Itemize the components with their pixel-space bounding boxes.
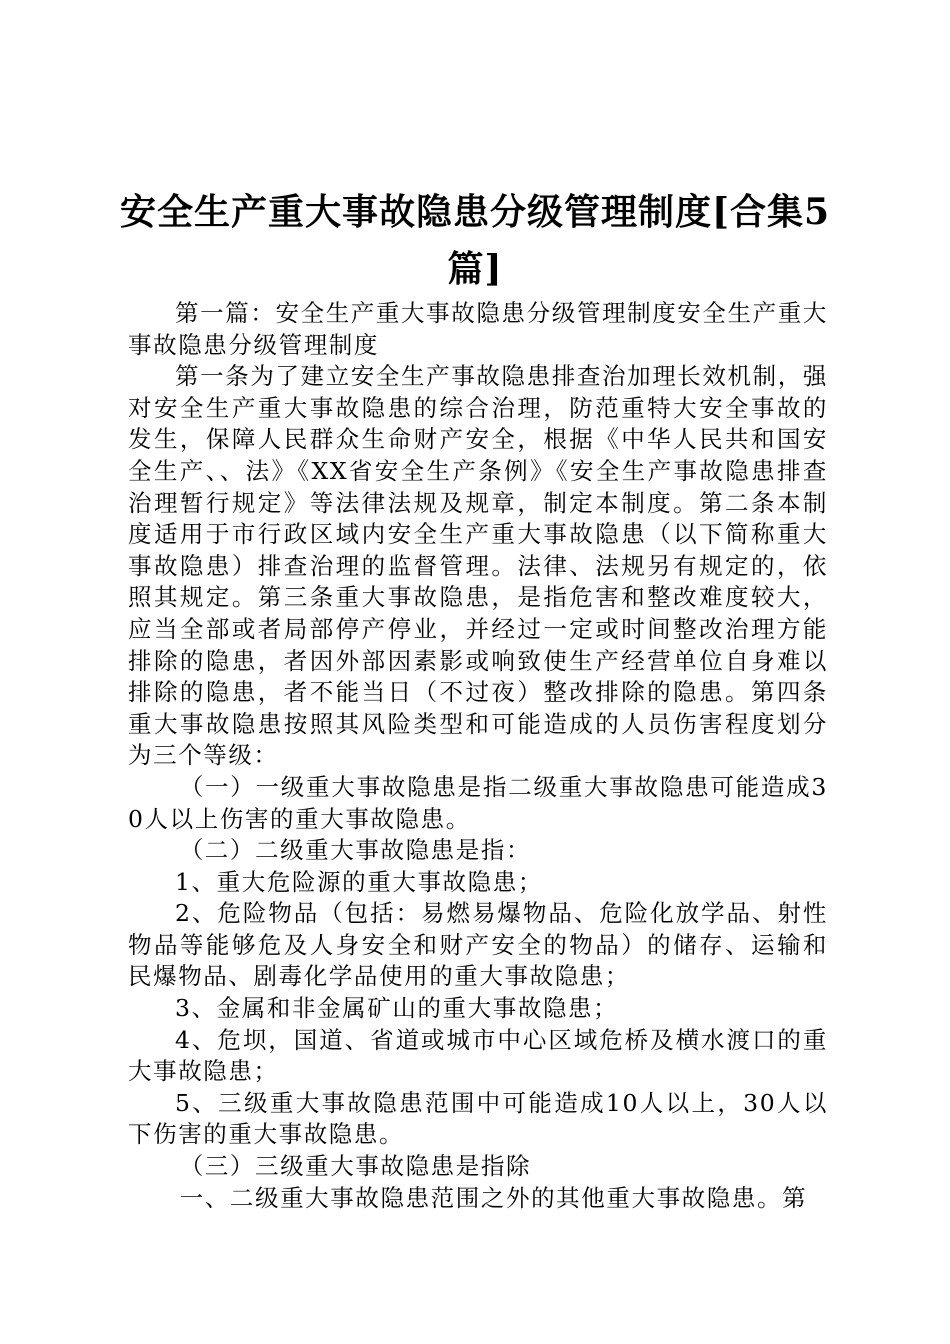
paragraph-item-4: 4、危坝，国道、省道或城市中心区域危桥及横水渡口的重大事故隐患； bbox=[128, 1025, 828, 1086]
paragraph-level-two-heading: （二）二级重大事故隐患是指： bbox=[179, 836, 532, 865]
paragraph-item-5: 5、三级重大事故隐患范围中可能造成10人以上，30人以下伤害的重大事故隐患。 bbox=[128, 1088, 828, 1149]
paragraph-item-1: 1、重大危险源的重大事故隐患； bbox=[175, 867, 543, 896]
paragraph-section-heading: 第一篇：安全生产重大事故隐患分级管理制度安全生产重大事故隐患分级管理制度 bbox=[128, 299, 828, 359]
paragraph-item-3: 3、金属和非金属矿山的重大事故隐患； bbox=[175, 994, 619, 1023]
paragraph-level-one: （一）一级重大事故隐患是指二级重大事故隐患可能造成30人以上伤害的重大事故隐患。 bbox=[128, 772, 828, 833]
document-title-line-2: 篇] bbox=[447, 248, 503, 290]
paragraph-item-2: 2、危险物品（包括：易燃易爆物品、危险化放学品、射性物品等能够危及人身安全和财产安全的物品）的储存、运输和民爆物品、剧毒化学品使用的重大事故隐患； bbox=[128, 899, 828, 991]
paragraph-articles: 第一条为了建立安全生产事故隐患排查治加理长效机制，强对安全生产重大事故隐患的综合治理，防范重特大安全事故的发生，保障人民群众生命财产安全，根据《中华人民共和国安全生产、、法》《XX省安全生产条例》《安全生产事故隐患排查治理暂行规定》等法律法规及规章，制定本制度。第二条本制度适用于市行政区域内安全生产重大事故隐患（以下简称重大事故隐患）排查治理的监督管理。法律、法规另有规定的，依照其规定。第三条重大事故隐患，是指危害和整改难度较大，应当全部或者局部停产停业，并经过一定或时间整改治理方能排除的隐患，者因外部因素影或响致使生产经营单位自身难以排除的隐患，者不能当日（不过夜）整改排除的隐患。第四条重大事故隐患按照其风险类型和可能造成的人员伤害程度划分为三个等级： bbox=[128, 362, 828, 770]
document-title-line-1: 安全生产重大事故隐患分级管理制度[合集5 bbox=[119, 191, 831, 233]
paragraph-level-three-heading: （三）三级重大事故隐患是指除 bbox=[179, 1152, 532, 1181]
document-body bbox=[128, 298, 828, 1214]
paragraph-level-three-body: 一、二级重大事故隐患范围之外的其他重大事故隐患。第 bbox=[179, 1183, 808, 1212]
